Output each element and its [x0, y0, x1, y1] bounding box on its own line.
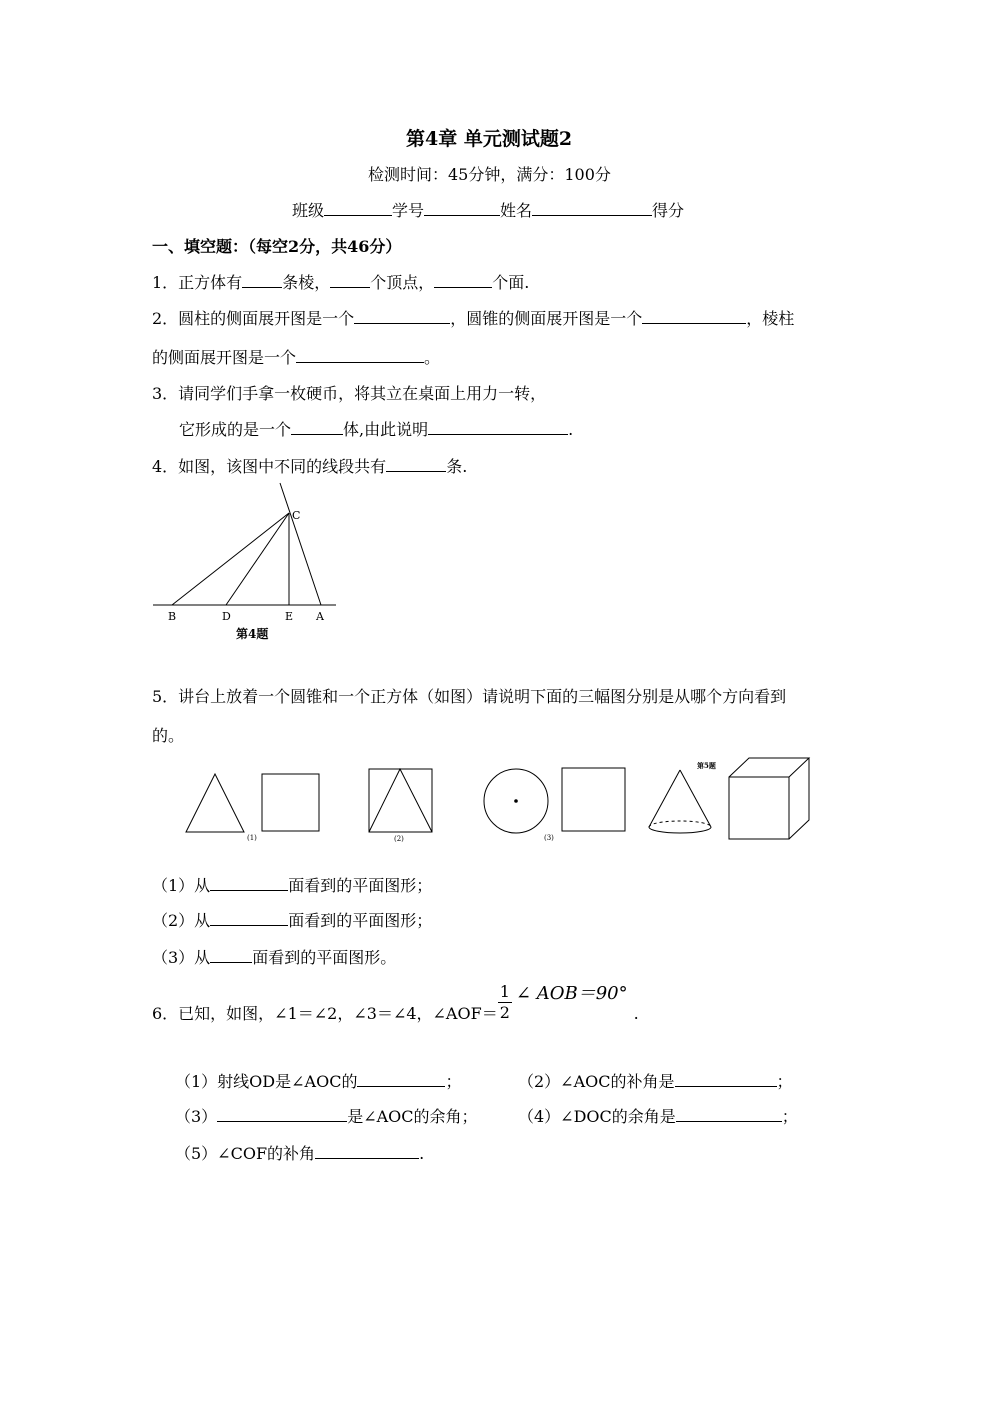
view-3-square [562, 768, 625, 831]
q2-blank-3[interactable] [296, 346, 424, 363]
q6-sub-4 [518, 1104, 798, 1127]
q5-sub-1-blank[interactable] [210, 874, 288, 891]
name-field[interactable] [532, 199, 652, 216]
q6-sub-2-blank[interactable] [675, 1070, 777, 1087]
q2-text-3: ，棱柱 [746, 309, 795, 328]
q3-blank-1[interactable] [291, 418, 343, 435]
view-2-triangle [369, 769, 432, 832]
q5-sub-3-text-2: 面看到的平面图形。 [252, 948, 397, 967]
page-subtitle: 检测时间：45分钟，满分：100分 [368, 165, 611, 184]
segment-ca [280, 483, 321, 605]
q4-text-1: 4．如图，该图中不同的线段共有 [152, 457, 387, 476]
class-label: 班级 [292, 201, 325, 220]
id-field[interactable] [424, 199, 500, 216]
q5-sub-2-text-1: （2）从 [152, 911, 211, 930]
view-1-triangle [186, 774, 244, 832]
cube-side-face [789, 758, 809, 839]
q2-blank-1[interactable] [354, 307, 450, 324]
cone-base-front [649, 827, 711, 833]
q1-blank-2[interactable] [330, 271, 370, 288]
question-5-line-2: 的。 [152, 726, 185, 745]
view-1-tag: (1) [247, 834, 257, 842]
q6-fraction [498, 982, 512, 1023]
q3-text-1: 它形成的是一个 [179, 420, 292, 439]
cone-right-edge [680, 770, 711, 827]
cube-top-face [729, 758, 809, 777]
q2-blank-2[interactable] [642, 307, 746, 324]
view-2-tag: (2) [394, 835, 404, 843]
view-3-center-dot [514, 799, 518, 803]
q5-sub-3-blank[interactable] [210, 946, 252, 963]
q6-sub-1-blank[interactable] [357, 1070, 445, 1087]
page-title: 第4章 单元测试题2 [406, 128, 573, 150]
q6-sub-2-text-2: ； [776, 1072, 793, 1091]
q6-sub-1-text-2: ； [445, 1072, 462, 1091]
q3-text-2: 体,由此说明 [343, 420, 429, 439]
q5-sub-1-text-1: （1）从 [152, 876, 211, 895]
q6-end: . [633, 1004, 639, 1023]
question-5-line-1: 5．讲台上放着一个圆锥和一个正方体（如图）请说明下面的三幅图分别是从哪个方向看到 [152, 687, 787, 706]
q5-sub-1-text-2: 面看到的平面图形； [288, 876, 433, 895]
segment-cb [172, 513, 289, 605]
q6-sub-4-text-1: （4）∠DOC的余角是 [518, 1107, 676, 1126]
question-2-line-1 [152, 306, 794, 329]
q6-sub-3 [175, 1104, 478, 1127]
cube-front-face [729, 777, 789, 839]
name-label: 姓名 [500, 201, 533, 220]
q3-text-3: . [568, 420, 574, 439]
view-1-square [262, 774, 319, 831]
q5-sub-2-blank[interactable] [210, 909, 288, 926]
label-d: D [222, 610, 231, 623]
q6-sub-1-text-1: （1）射线OD是∠AOC的 [175, 1072, 358, 1091]
q1-blank-3[interactable] [434, 271, 492, 288]
label-c: C [292, 509, 301, 522]
question-4 [152, 454, 467, 477]
score-label: 得分 [652, 201, 685, 220]
q6-sub-3-text-1: （3） [175, 1107, 218, 1126]
question-3-line-2 [179, 417, 573, 440]
figure-caption: 第4题 [236, 627, 269, 641]
q4-blank-1[interactable] [386, 455, 446, 472]
q6-sub-4-text-2: ； [781, 1107, 798, 1126]
figure-caption: 第5题 [697, 761, 716, 770]
section-heading: 一、填空题：（每空2分，共46分） [152, 237, 402, 256]
q1-blank-1[interactable] [242, 271, 282, 288]
q4-figure [150, 480, 350, 645]
q5-sub-3-text-1: （3）从 [152, 948, 211, 967]
question-1 [152, 270, 529, 293]
view-2-square [369, 769, 432, 832]
q6-sub-1 [175, 1069, 461, 1092]
q6-sub-5-text-1: （5）∠COF的补角 [175, 1144, 316, 1163]
q6-sub-5-text-2: . [419, 1144, 425, 1163]
q1-text-3: 个顶点， [370, 273, 435, 292]
q5-figure [180, 752, 820, 852]
q6-sub-2-text-1: （2）∠AOC的补角是 [518, 1072, 675, 1091]
segment-cd [226, 513, 289, 605]
q6-sub-3-text-2: 是∠AOC的余角； [347, 1107, 478, 1126]
fraction-denominator: 2 [499, 1003, 510, 1022]
q6-sub-4-blank[interactable] [676, 1105, 782, 1122]
q4-text-2: 条. [446, 457, 468, 476]
q2-text-2: ，圆锥的侧面展开图是一个 [450, 309, 643, 328]
q2-text-1: 2．圆柱的侧面展开图是一个 [152, 309, 355, 328]
q6-expr: ∠ AOB＝90° [515, 983, 628, 1004]
cone-left-edge [649, 770, 680, 827]
class-field[interactable] [324, 199, 392, 216]
q3-blank-2[interactable] [428, 418, 568, 435]
question-3-line-1: 3．请同学们手拿一枚硬币，将其立在桌面上用力一转， [152, 384, 547, 403]
student-info-row [292, 198, 684, 221]
q5-sub-1 [152, 873, 432, 896]
question-6-stem [152, 982, 639, 1023]
q2-text-5: 。 [424, 348, 441, 367]
q6-sub-3-blank[interactable] [217, 1105, 347, 1122]
q5-sub-2-text-2: 面看到的平面图形； [288, 911, 433, 930]
q6-stem-text: 6．已知，如图，∠1＝∠2，∠3＝∠4，∠AOF＝ [152, 1004, 498, 1023]
q5-sub-3 [152, 945, 396, 968]
fraction-numerator: 1 [499, 982, 510, 1001]
q6-sub-5-blank[interactable] [315, 1142, 419, 1159]
view-3-tag: (3) [544, 834, 554, 842]
label-a: A [316, 610, 324, 623]
q2-text-4: 的侧面展开图是一个 [152, 348, 297, 367]
cone-base-back [649, 821, 711, 827]
q6-sub-5 [175, 1141, 424, 1164]
q1-text-4: 个面. [492, 273, 530, 292]
q1-text-1: 1．正方体有 [152, 273, 243, 292]
q5-sub-2 [152, 908, 432, 931]
q6-sub-2 [518, 1069, 793, 1092]
q1-text-2: 条棱， [282, 273, 331, 292]
label-b: B [168, 610, 177, 623]
id-label: 学号 [392, 201, 425, 220]
question-2-line-2 [152, 345, 440, 368]
label-e: E [285, 610, 294, 623]
